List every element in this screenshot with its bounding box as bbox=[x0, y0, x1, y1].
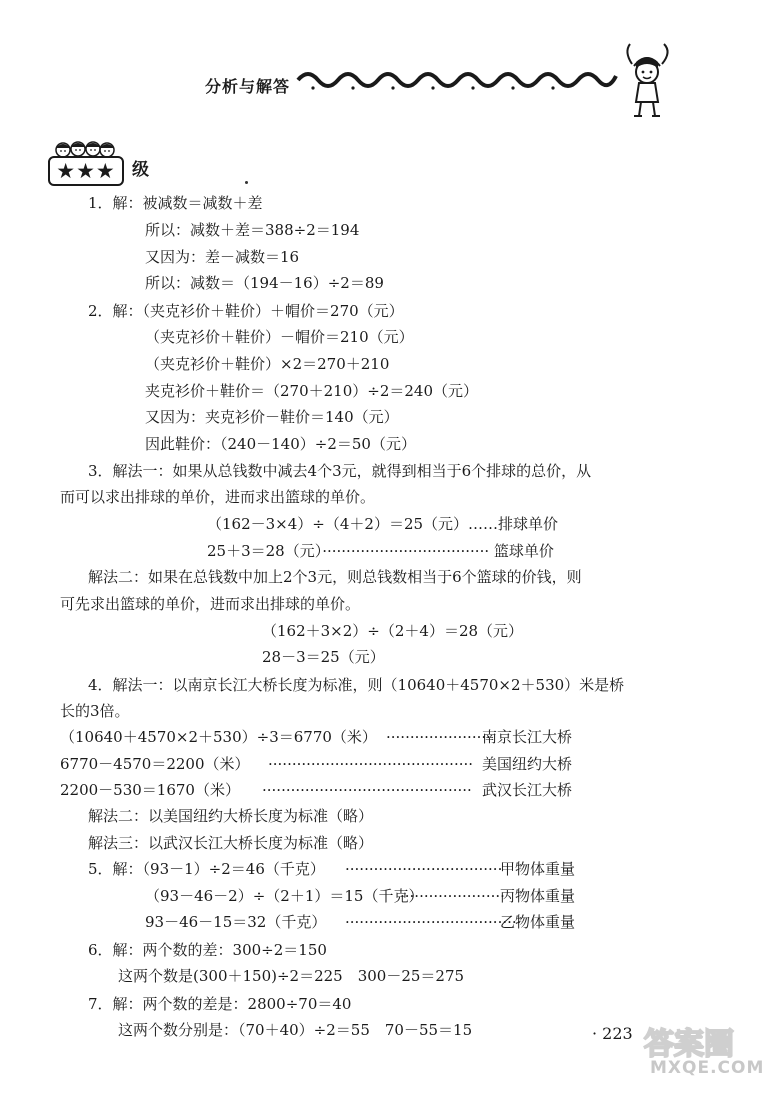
calc-result: 武汉长江大桥 bbox=[482, 781, 573, 799]
leader-dots: ············································ bbox=[262, 781, 472, 799]
answer-line: （夹克衫价＋鞋价）×2＝270＋210 bbox=[145, 355, 390, 373]
answer-line: 夹克衫价＋鞋价＝（270＋210）÷2＝240（元） bbox=[145, 382, 479, 400]
calc-result: 南京长江大桥 bbox=[482, 728, 573, 746]
star-rating: ★★★ bbox=[56, 158, 116, 183]
answer-line: 而可以求出排球的单价，进而求出篮球的单价。 bbox=[60, 488, 376, 506]
section-title: 分析与解答 bbox=[205, 77, 291, 96]
answer-line: 所以：减数＋差＝388÷2＝194 bbox=[145, 221, 360, 239]
answer-line: 又因为：差－减数＝16 bbox=[145, 248, 300, 266]
watermark-text: 答案圈 bbox=[644, 1027, 734, 1062]
leader-dots: ······················ bbox=[386, 728, 491, 746]
calc-result: 甲物体重量 bbox=[500, 860, 576, 878]
answer-line: 解法二：以美国纽约大桥长度为标准（略） bbox=[88, 807, 374, 825]
page-number: · 223 bbox=[592, 1024, 633, 1043]
leader-dots: ····································· bbox=[345, 913, 522, 931]
leader-dots: ······················ bbox=[400, 887, 505, 905]
calc-expression: 6770－4570＝2200（米） bbox=[60, 755, 250, 773]
answer-line: 28－3＝25（元） bbox=[262, 648, 385, 666]
calc-expression: （93－46－2）÷（2＋1）＝15（千克） bbox=[145, 887, 424, 905]
calc-result: 丙物体重量 bbox=[500, 887, 576, 905]
print-speck bbox=[245, 181, 248, 184]
answer-line: （162＋3×2）÷（2＋4）＝28（元） bbox=[262, 622, 524, 640]
answer-line: 4．解法一：以南京长江大桥长度为标准，则（10640＋4570×2＋530）米是桥 bbox=[88, 676, 625, 694]
answer-line: 因此鞋价：（240－140）÷2＝50（元） bbox=[145, 435, 416, 453]
leader-dots: ································· bbox=[345, 860, 503, 878]
calc-result: 美国纽约大桥 bbox=[482, 755, 573, 773]
calc-expression: 2200－530＝1670（米） bbox=[60, 781, 240, 799]
answer-line: 所以：减数＝（194－16）÷2＝89 bbox=[145, 274, 384, 292]
answer-line: 解法二：如果在总钱数中加上2个3元，则总钱数相当于6个篮球的价钱，则 bbox=[88, 568, 582, 586]
difficulty-stars-badge bbox=[48, 156, 124, 186]
calc-expression: 5．解：（93－1）÷2＝46（千克） bbox=[88, 860, 325, 878]
answer-line: 6．解：两个数的差：300÷2＝150 bbox=[88, 941, 327, 959]
answer-line: 3．解法一：如果从总钱数中减去4个3元，就得到相当于6个排球的总价，从 bbox=[88, 462, 592, 480]
watermark-url: MXQE.COM bbox=[650, 1058, 764, 1078]
answer-line: 1．解：被减数＝减数＋差 bbox=[88, 194, 263, 212]
cheering-girl-icon bbox=[612, 40, 682, 120]
answer-line: 2．解：（夹克衫价＋鞋价）＋帽价＝270（元） bbox=[88, 302, 404, 320]
calc-result: 乙物体重量 bbox=[500, 913, 576, 931]
answer-line: （夹克衫价＋鞋价）－帽价＝210（元） bbox=[145, 328, 414, 346]
answer-line: 这两个数是(300＋150)÷2＝225 300－25＝275 bbox=[118, 967, 465, 985]
level-label: 级 bbox=[132, 160, 149, 180]
wavy-line-icon bbox=[298, 66, 616, 92]
answer-line: 这两个数分别是：（70＋40）÷2＝55 70－55＝15 bbox=[118, 1021, 473, 1039]
answer-line: 又因为：夹克衫价－鞋价＝140（元） bbox=[145, 408, 399, 426]
answer-line: 可先求出篮球的单价，进而求出排球的单价。 bbox=[60, 595, 361, 613]
calc-expression: 93－46－15＝32（千克） bbox=[145, 913, 327, 931]
answer-line: 7．解：两个数的差是：2800÷70＝40 bbox=[88, 995, 352, 1013]
leader-dots: ··········································· bbox=[268, 755, 474, 773]
calc-expression: （10640＋4570×2＋530）÷3＝6770（米） bbox=[60, 728, 377, 746]
answer-line: 解法三：以武汉长江大桥长度为标准（略） bbox=[88, 834, 374, 852]
answer-line: 长的3倍。 bbox=[60, 702, 130, 720]
answer-line: （162－3×4）÷（4＋2）＝25（元）……排球单价 bbox=[207, 515, 559, 533]
answer-line: 25＋3＝28（元）··································· 篮球单价 bbox=[207, 542, 554, 560]
